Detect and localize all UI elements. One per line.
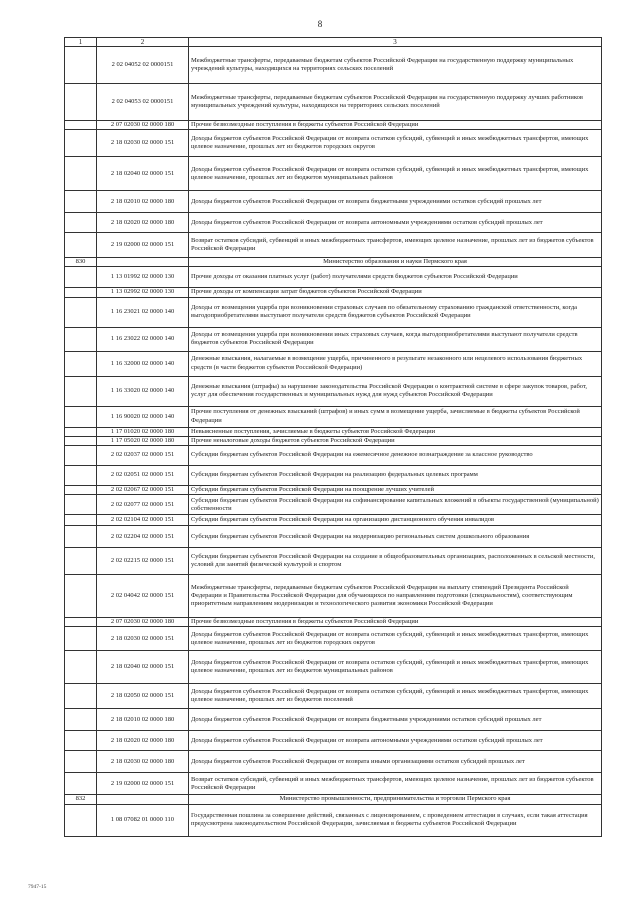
table-row	[65, 47, 602, 84]
budget-code-cell: 1 16 23022 02 0000 140	[97, 327, 189, 351]
name-cell: Субсидии бюджетам субъектов Российской Федерации на ежемесячное денежное вознаграждение за классное руководство	[189, 446, 602, 466]
name-cell: Невыясненные поступления, зачисляемые в бюджеты субъектов Российской Федерации	[189, 427, 602, 436]
name-cell: Возврат остатков субсидий, субвенций и иных межбюджетных трансфертов, имеющих целевое назначение, прошлых лет из бюджетов субъектов Российской Федерации	[189, 233, 602, 258]
admin-code-cell	[65, 267, 97, 288]
table-row	[65, 327, 602, 351]
table-row	[65, 436, 602, 445]
name-cell: Министерство образования и науки Пермского края	[189, 258, 602, 267]
name-cell: Доходы бюджетов субъектов Российской Федерации от возврата остатков субсидий, субвенций и иных межбюджетных трансфертов, имеющих целевое назначение, прошлых лет из бюджетов муниципальных районов	[189, 157, 602, 191]
table-row	[65, 486, 602, 495]
admin-code-cell: 830	[65, 258, 97, 267]
budget-code-cell: 1 16 90020 02 0000 140	[97, 406, 189, 427]
budget-code-cell: 2 18 02030 02 0000 151	[97, 130, 189, 157]
admin-code-cell	[65, 436, 97, 445]
admin-code-cell	[65, 351, 97, 376]
budget-code-cell	[97, 795, 189, 804]
table-row	[65, 157, 602, 191]
admin-code-cell	[65, 684, 97, 709]
admin-code-cell	[65, 575, 97, 618]
budget-code-cell: 2 18 02010 02 0000 180	[97, 709, 189, 731]
admin-code-cell	[65, 427, 97, 436]
budget-code-cell: 2 18 02020 02 0000 180	[97, 731, 189, 751]
table-row	[65, 191, 602, 213]
name-cell: Межбюджетные трансферты, передаваемые бюджетам субъектов Российской Федерации на выплату стипендий Президента Российской Федерации и Правительства Российской Федерации для обучающихся по направлениям подготовки (специальностям), соответствующим приоритетным направлениям модернизации и технологического развития экономики Российской Федерации	[189, 575, 602, 618]
admin-code-cell	[65, 618, 97, 627]
name-cell: Доходы бюджетов субъектов Российской Федерации от возврата остатков субсидий, субвенций и иных межбюджетных трансфертов, имеющих целевое назначение, прошлых лет из бюджетов поселений	[189, 684, 602, 709]
admin-code-cell	[65, 627, 97, 651]
name-cell: Межбюджетные трансферты, передаваемые бюджетам субъектов Российской Федерации на государственную поддержку лучших работников муниципальных учреждений культуры, находящихся на территориях сельских поселений	[189, 84, 602, 121]
table-row	[65, 406, 602, 427]
table-row	[65, 297, 602, 327]
table-row	[65, 427, 602, 436]
table-row	[65, 651, 602, 684]
name-cell: Межбюджетные трансферты, передаваемые бюджетам субъектов Российской Федерации на государственную поддержку муниципальных учреждений культуры, находящихся на территориях сельских поселений	[189, 47, 602, 84]
name-cell: Субсидии бюджетам субъектов Российской Федерации на модернизацию региональных систем дошкольного образования	[189, 526, 602, 548]
admin-code-cell	[65, 191, 97, 213]
budget-code-cell: 2 18 02010 02 0000 180	[97, 191, 189, 213]
admin-code-cell	[65, 84, 97, 121]
admin-code-cell	[65, 651, 97, 684]
table-row	[65, 618, 602, 627]
table-row	[65, 495, 602, 515]
table-row	[65, 466, 602, 486]
section-row	[65, 258, 602, 267]
name-cell: Доходы бюджетов субъектов Российской Федерации от возврата бюджетными учреждениями остатков субсидий прошлых лет	[189, 709, 602, 731]
table-row	[65, 751, 602, 773]
name-cell: Возврат остатков субсидий, субвенций и иных межбюджетных трансфертов, имеющих целевое назначение, прошлых лет из бюджетов субъектов Российской Федерации	[189, 773, 602, 795]
admin-code-cell	[65, 515, 97, 526]
admin-code-cell	[65, 466, 97, 486]
name-cell: Прочие поступления от денежных взысканий (штрафов) и иных сумм в возмещение ущерба, зачисляемые в бюджеты субъектов Российской Федерации	[189, 406, 602, 427]
admin-code-cell	[65, 327, 97, 351]
name-cell: Доходы бюджетов субъектов Российской Федерации от возврата остатков субсидий, субвенций и иных межбюджетных трансфертов, имеющих целевое назначение, прошлых лет из бюджетов городских округов	[189, 627, 602, 651]
section-row	[65, 795, 602, 804]
admin-code-cell	[65, 804, 97, 836]
budget-code-cell: 2 18 02040 02 0000 151	[97, 651, 189, 684]
table-row	[65, 130, 602, 157]
table-row	[65, 121, 602, 130]
name-cell: Доходы бюджетов субъектов Российской Федерации от возврата иными организациями остатков субсидий прошлых лет	[189, 751, 602, 773]
budget-code-cell: 2 19 02000 02 0000 151	[97, 773, 189, 795]
header-cell: 3	[189, 38, 602, 47]
table-row	[65, 526, 602, 548]
admin-code-cell	[65, 446, 97, 466]
document-footer-mark: 7947-15	[28, 884, 47, 890]
header-cell: 1	[65, 38, 97, 47]
budget-code-cell: 2 02 02051 02 0000 151	[97, 466, 189, 486]
name-cell: Субсидии бюджетам субъектов Российской Федерации на организацию дистанционного обучения инвалидов	[189, 515, 602, 526]
admin-code-cell	[65, 486, 97, 495]
budget-code-cell: 2 02 02077 02 0000 151	[97, 495, 189, 515]
name-cell: Доходы бюджетов субъектов Российской Федерации от возврата автономными учреждениями остатков субсидий прошлых лет	[189, 213, 602, 233]
admin-code-cell	[65, 47, 97, 84]
admin-code-cell	[65, 548, 97, 575]
budget-code-cell: 2 02 02067 02 0000 151	[97, 486, 189, 495]
budget-code-cell: 2 18 02030 02 0000 151	[97, 627, 189, 651]
table-row	[65, 351, 602, 376]
budget-code-cell: 1 16 33020 02 0000 140	[97, 376, 189, 406]
table-row	[65, 773, 602, 795]
admin-code-cell	[65, 157, 97, 191]
table-row	[65, 515, 602, 526]
admin-code-cell	[65, 731, 97, 751]
name-cell: Субсидии бюджетам субъектов Российской Федерации на софинансирование капитальных вложений в объекты государственной (муниципальной) собственности	[189, 495, 602, 515]
name-cell: Прочие безвозмездные поступления в бюджеты субъектов Российской Федерации	[189, 121, 602, 130]
budget-code-cell: 2 19 02000 02 0000 151	[97, 233, 189, 258]
name-cell: Прочие неналоговые доходы бюджетов субъектов Российской Федерации	[189, 436, 602, 445]
budget-code-cell: 2 02 02215 02 0000 151	[97, 548, 189, 575]
budget-code-cell	[97, 258, 189, 267]
admin-code-cell	[65, 773, 97, 795]
admin-code-cell	[65, 751, 97, 773]
budget-code-cell: 2 18 02020 02 0000 180	[97, 213, 189, 233]
page-number: 8	[317, 19, 323, 29]
budget-code-cell: 2 02 02104 02 0000 151	[97, 515, 189, 526]
name-cell: Доходы бюджетов субъектов Российской Федерации от возврата автономными учреждениями остатков субсидий прошлых лет	[189, 731, 602, 751]
budget-code-cell: 2 07 02030 02 0000 180	[97, 618, 189, 627]
budget-code-cell: 2 02 04042 02 0000 151	[97, 575, 189, 618]
budget-code-cell: 2 18 02030 02 0000 180	[97, 751, 189, 773]
budget-code-cell: 2 18 02050 02 0000 151	[97, 684, 189, 709]
budget-code-cell: 1 16 23021 02 0000 140	[97, 297, 189, 327]
budget-code-cell: 2 02 04052 02 0000151	[97, 47, 189, 84]
name-cell: Денежные взыскания, налагаемые в возмещение ущерба, причиненного в результате незаконного или нецелевого использования бюджетных средств (в части бюджетов субъектов Российской Федерации)	[189, 351, 602, 376]
admin-code-cell	[65, 376, 97, 406]
table-row	[65, 267, 602, 288]
name-cell: Доходы от возмещения ущерба при возникновении иных страховых случаев, когда выгодоприобретателями выступают получатели средств бюджетов субъектов Российской Федерации	[189, 327, 602, 351]
admin-code-cell	[65, 288, 97, 297]
name-cell: Доходы бюджетов субъектов Российской Федерации от возврата остатков субсидий, субвенций и иных межбюджетных трансфертов, имеющих целевое назначение, прошлых лет из бюджетов городских округов	[189, 130, 602, 157]
admin-code-cell	[65, 213, 97, 233]
name-cell: Прочие доходы от компенсации затрат бюджетов субъектов Российской Федерации	[189, 288, 602, 297]
name-cell: Государственная пошлина за совершение действий, связанных с лицензированием, с проведением аттестации в случаях, если такая аттестация предусмотрена законодательством Российской Федерации, зачисляемая в бюджеты субъектов Российской Федерации	[189, 804, 602, 836]
budget-code-cell: 2 07 02030 02 0000 180	[97, 121, 189, 130]
table-row	[65, 233, 602, 258]
name-cell: Субсидии бюджетам субъектов Российской Федерации на создание в общеобразовательных организациях, расположенных в сельской местности, условий для занятий физической культурой и спортом	[189, 548, 602, 575]
budget-code-cell: 1 17 01020 02 0000 180	[97, 427, 189, 436]
table-row	[65, 627, 602, 651]
admin-code-cell	[65, 233, 97, 258]
budget-code-cell: 1 13 02992 02 0000 130	[97, 288, 189, 297]
budget-code-cell: 1 17 05020 02 0000 180	[97, 436, 189, 445]
admin-code-cell	[65, 526, 97, 548]
table-row	[65, 446, 602, 466]
header-cell: 2	[97, 38, 189, 47]
admin-code-cell	[65, 709, 97, 731]
name-cell: Прочие доходы от оказания платных услуг (работ) получателями средств бюджетов субъектов Российской Федерации	[189, 267, 602, 288]
name-cell: Субсидии бюджетам субъектов Российской Федерации на реализацию федеральных целевых программ	[189, 466, 602, 486]
budget-code-cell: 2 02 02037 02 0000 151	[97, 446, 189, 466]
table-row	[65, 575, 602, 618]
name-cell: Доходы от возмещения ущерба при возникновении страховых случаев по обязательному страхованию гражданской ответственности, когда выгодоприобретателями выступают получатели средств бюджетов субъектов Российской Федерации	[189, 297, 602, 327]
table-row	[65, 288, 602, 297]
table-row	[65, 684, 602, 709]
budget-code-cell: 2 02 04053 02 0000151	[97, 84, 189, 121]
budget-code-cell: 2 18 02040 02 0000 151	[97, 157, 189, 191]
admin-code-cell: 832	[65, 795, 97, 804]
admin-code-cell	[65, 297, 97, 327]
table-row	[65, 213, 602, 233]
admin-code-cell	[65, 121, 97, 130]
name-cell: Денежные взыскания (штрафы) за нарушение законодательства Российской Федерации о контрактной системе в сфере закупок товаров, работ, услуг для обеспечения государственных и муниципальных нужд для нужд субъектов Российской Федерации	[189, 376, 602, 406]
table-row	[65, 804, 602, 836]
income-classification-table	[64, 37, 602, 837]
table-row	[65, 709, 602, 731]
name-cell: Субсидии бюджетам субъектов Российской Федерации на поощрение лучших учителей	[189, 486, 602, 495]
table-row	[65, 84, 602, 121]
name-cell: Министерство промышленности, предпринимательства и торговли Пермского края	[189, 795, 602, 804]
table-header-row	[65, 38, 602, 47]
table-row	[65, 376, 602, 406]
admin-code-cell	[65, 130, 97, 157]
name-cell: Доходы бюджетов субъектов Российской Федерации от возврата бюджетными учреждениями остатков субсидий прошлых лет	[189, 191, 602, 213]
table-row	[65, 731, 602, 751]
budget-code-cell: 1 13 01992 02 0000 130	[97, 267, 189, 288]
table-row	[65, 548, 602, 575]
name-cell: Прочие безвозмездные поступления в бюджеты субъектов Российской Федерации	[189, 618, 602, 627]
budget-code-cell: 2 02 02204 02 0000 151	[97, 526, 189, 548]
budget-code-cell: 1 08 07082 01 0000 110	[97, 804, 189, 836]
budget-code-cell: 1 16 32000 02 0000 140	[97, 351, 189, 376]
admin-code-cell	[65, 495, 97, 515]
admin-code-cell	[65, 406, 97, 427]
name-cell: Доходы бюджетов субъектов Российской Федерации от возврата остатков субсидий, субвенций и иных межбюджетных трансфертов, имеющих целевое назначение, прошлых лет из бюджетов муниципальных районов	[189, 651, 602, 684]
